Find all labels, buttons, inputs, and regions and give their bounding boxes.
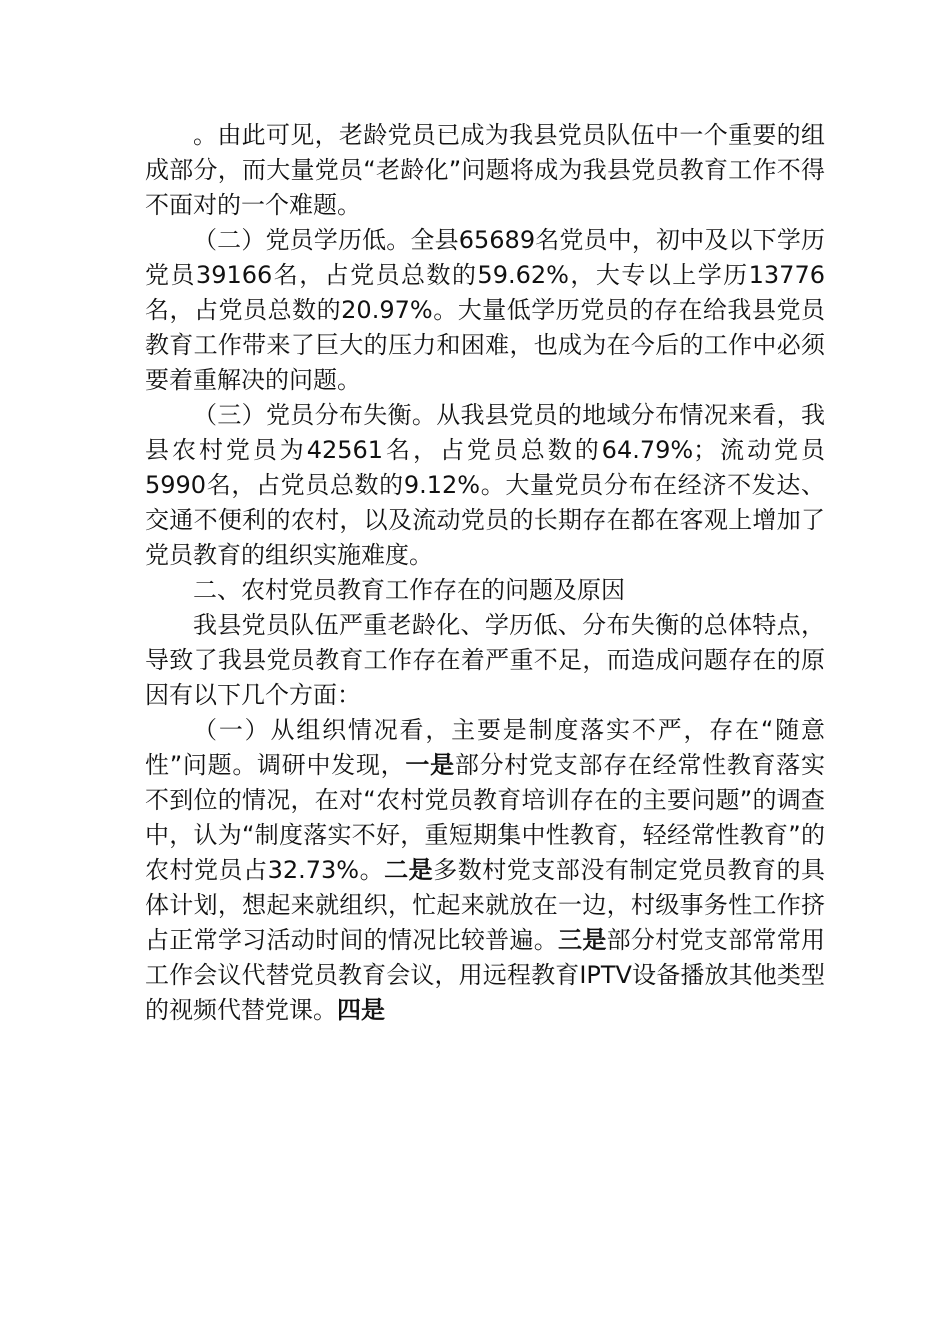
bold-marker-second: 二是	[384, 856, 434, 884]
paragraph-overview	[145, 608, 825, 713]
section-heading-problems	[145, 573, 825, 608]
paragraph-distribution-imbalance	[145, 398, 825, 573]
text-run: （二）党员学历低。全县65689名党员中，初中及以下学历党员39166名，占党员总数的59.62%，大专以上学历13776名，占党员总数的20.97%。大量低学历党员的存在给我县党员教育工作带来了巨大的压力和困难，也成为在今后的工作中必须要着重解决的问题。	[145, 226, 825, 394]
text-run: （三）党员分布失衡。从我县党员的地域分布情况来看，我县农村党员为42561名，占党员总数的64.79%；流动党员5990名，占党员总数的9.12%。大量党员分布在经济不发达、交通不便利的农村，以及流动党员的长期存在都在客观上增加了党员教育的组织实施难度。	[145, 401, 825, 569]
text-run: 。由此可见，老龄党员已成为我县党员队伍中一个重要的组成部分，而大量党员“老龄化”问题将成为我县党员教育工作不得不面对的一个难题。	[145, 121, 825, 219]
bold-marker-fourth: 四是	[337, 996, 385, 1024]
document-body	[145, 118, 825, 1028]
text-run: （一）从组织情况看，主要是制度落实不严，存在“随意性”问题。调研中发现，	[145, 716, 825, 779]
bold-marker-first: 一是	[405, 751, 455, 779]
paragraph-aging-conclusion	[145, 118, 825, 223]
text-run: 我县党员队伍严重老龄化、学历低、分布失衡的总体特点，导致了我县党员教育工作存在着严重不足，而造成问题存在的原因有以下几个方面：	[145, 611, 825, 709]
text-run: 部分村党支部存在经常性教育落实不到位的情况，在对“农村党员教育培训存在的主要问题”的调查中，认为“制度落实不好，重短期集中性教育，轻经常性教育”的农村党员占32.73%。	[145, 751, 826, 884]
text-run: 多数村党支部没有制定党员教育的具体计划，想起来就组织，忙起来就放在一边，村级事务性工作挤占正常学习活动时间的情况比较普遍。	[145, 856, 826, 954]
text-run: 二、农村党员教育工作存在的问题及原因	[193, 576, 625, 604]
paragraph-organization-issues	[145, 713, 825, 1028]
text-run: 部分村党支部常常用工作会议代替党员教育会议，用远程教育IPTV设备播放其他类型的视频代替党课。	[145, 926, 826, 1024]
bold-marker-third: 三是	[558, 926, 607, 954]
paragraph-low-education	[145, 223, 825, 398]
